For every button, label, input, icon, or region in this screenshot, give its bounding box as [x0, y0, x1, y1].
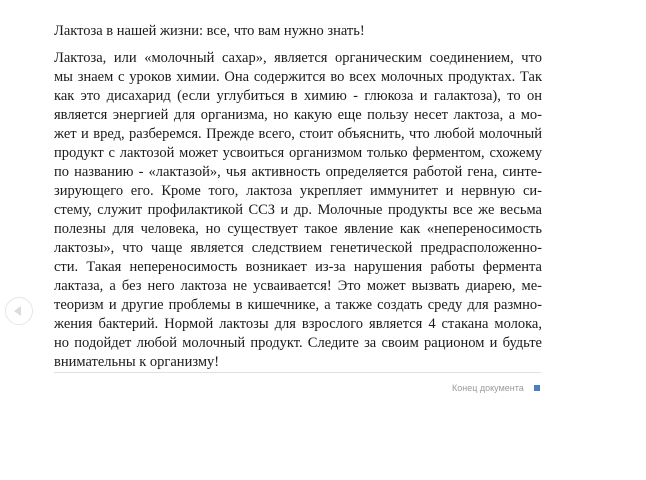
end-of-document-label: Конец документа [452, 383, 524, 393]
text-line: по названию - «лактазой», чья активность определяется работой гена, синте- [54, 164, 542, 180]
text-line: мы знаем с уроков химии. Она содержится во всех молочных продуктах. Так [54, 69, 542, 85]
text-line: лактозы», что чаще является следствием генетической предрасположенно- [54, 240, 542, 256]
text-line: зирующего его. Кроме того, лактоза укрепляет иммунитет и нервную си- [54, 183, 542, 199]
document-title: Лактоза в нашей жизни: все, что вам нужно знать! [54, 23, 365, 39]
text-line: Лактоза, или «молочный сахар», является органическим соединением, что [54, 50, 542, 66]
end-marker-icon [534, 385, 540, 391]
text-line: жения бактерий. Нормой лактозы для взрослого является 4 стакана молока, [54, 316, 542, 332]
chevron-left-icon [14, 306, 21, 316]
text-line: лактаза, а без него лактоза не усваивается! Это может вызвать диарею, ме- [54, 278, 542, 294]
text-line: полезны для человека, но существует такое явление как «непереносимость [54, 221, 542, 237]
text-line: теоризм и другие проблемы в кишечнике, а также создать среду для размно- [54, 297, 542, 313]
text-line: жет и вред, разберемся. Прежде всего, стоит объяснить, что любой молочный [54, 126, 542, 142]
text-line: продукт с лактозой может усвоиться организмом только ферментом, схожему [54, 145, 542, 161]
text-line: сти. Такая непереносимость возникает из-за нарушения работы фермента [54, 259, 542, 275]
document-body [54, 49, 542, 372]
text-line: стему, служит профилактикой ССЗ и др. Молочные продукты все же весьма [54, 202, 542, 218]
text-line: внимательны к организму! [54, 354, 220, 370]
document-content [54, 22, 542, 372]
previous-page-button[interactable] [5, 297, 33, 325]
end-divider [54, 372, 541, 373]
text-line: как это дисахарид (если углубиться в химию - глюкоза и галактоза), то он [54, 88, 542, 104]
text-line: но подойдет любой молочный продукт. Следите за своим рационом и будьте [54, 335, 542, 351]
text-line: является энергией для организма, но какую еще пользу несет лактоза, а мо- [54, 107, 542, 123]
